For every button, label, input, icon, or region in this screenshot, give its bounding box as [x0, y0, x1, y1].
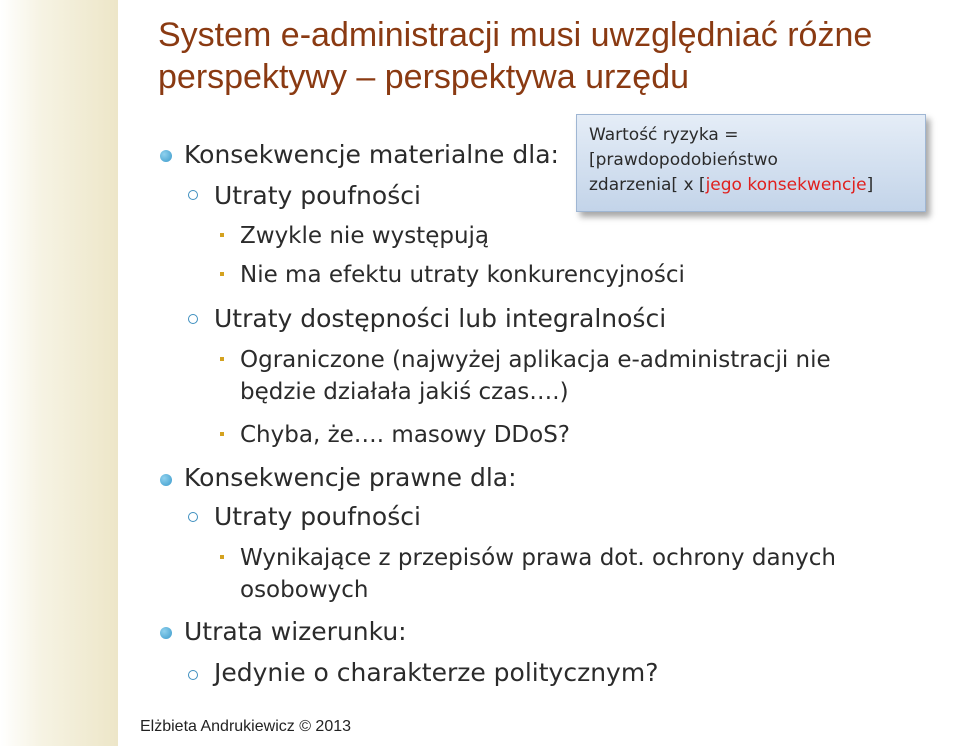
footer-copyright: Elżbieta Andrukiewicz © 2013: [140, 718, 352, 735]
bullet-level3-icon: [220, 555, 224, 559]
list-item-level3: Nie ma efektu utraty konkurencyjności: [240, 262, 685, 288]
bullet-level3-icon: [220, 432, 224, 436]
bullet-level1-icon: [160, 627, 172, 639]
list-item-level3: Chyba, że…. masowy DDoS?: [240, 422, 570, 448]
bullet-level1-icon: [160, 474, 172, 486]
callout-line-1: Wartość ryzyka =: [589, 125, 739, 145]
list-item-level3: Zwykle nie występują: [240, 223, 490, 249]
list-item-level2: Utraty poufności: [214, 502, 421, 531]
risk-value-callout: [576, 114, 926, 212]
bullet-level2-icon: [188, 190, 198, 200]
bullet-level1-icon: [160, 150, 172, 162]
bullet-level3-icon: [220, 272, 224, 276]
list-item-level1: Konsekwencje materialne dla:: [184, 140, 559, 169]
list-item-level2: Utraty dostępności lub integralności: [214, 304, 667, 333]
callout-line-2: [prawdopodobieństwo: [589, 150, 778, 170]
callout-line-3-prefix: zdarzenia[ x [: [589, 175, 706, 195]
callout-line-3-suffix: ]: [866, 175, 874, 195]
bullet-level2-icon: [188, 314, 198, 324]
decorative-side-stripe: [0, 0, 118, 746]
list-item-level2: Utraty poufności: [214, 181, 421, 210]
callout-highlight: jego konsekwencje: [705, 175, 867, 195]
list-item-level2: Jedynie o charakterze politycznym?: [214, 658, 659, 687]
callout-line-3: [589, 173, 915, 198]
slide-title: System e-administracji musi uwzględniać różne perspektywy – perspektywa urzędu: [158, 16, 873, 96]
bullet-level3-icon: [220, 233, 224, 237]
bullet-level2-icon: [188, 512, 198, 522]
list-item-level1: Utrata wizerunku:: [184, 617, 407, 646]
list-item-level1: Konsekwencje prawne dla:: [184, 463, 517, 492]
list-item-level3: Ograniczone (najwyżej aplikacja e-administracji nie będzie działała jakiś czas….): [240, 347, 831, 405]
bullet-level2-icon: [188, 670, 198, 680]
list-item-level3: Wynikające z przepisów prawa dot. ochrony danych osobowych: [240, 545, 836, 603]
bullet-level3-icon: [220, 357, 224, 361]
